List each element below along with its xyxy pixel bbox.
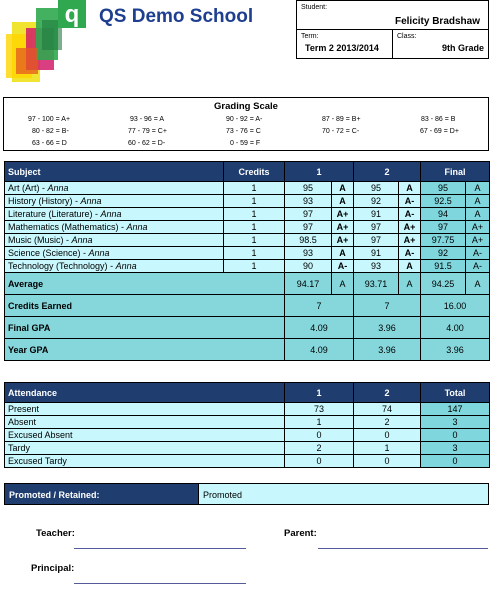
grade-t1: A: [332, 247, 354, 260]
grade-final: A-: [466, 260, 490, 273]
average-score-final: 94.25: [421, 273, 466, 295]
subject-cell: [5, 260, 224, 273]
grade-row: [5, 260, 490, 273]
average-score-t2: 93.71: [354, 273, 399, 295]
year-gpa-label: Year GPA: [5, 339, 285, 361]
subject-name: Technology (Technology): [8, 261, 108, 271]
subject-name: Art (Art): [8, 183, 40, 193]
teacher-name: Anna: [115, 261, 137, 271]
grade-final: A: [466, 208, 490, 221]
attendance-t2: 2: [354, 416, 421, 429]
school-logo: [2, 0, 88, 88]
attendance-row: [5, 416, 490, 429]
principal-signature-label: Principal:: [31, 563, 75, 574]
score-t2: 93: [354, 260, 399, 273]
credits-header: Credits: [224, 162, 285, 182]
grade-row: [5, 234, 490, 247]
grade-final: A+: [466, 221, 490, 234]
final-gpa-row: [5, 317, 490, 339]
term-label: Term:: [301, 33, 319, 40]
grade-scale-item: 83 - 86 = B: [421, 116, 456, 123]
attendance-t1: 73: [285, 403, 354, 416]
attendance-t1: 2: [285, 442, 354, 455]
attendance-total: 0: [421, 429, 490, 442]
final-gpa-t1: 4.09: [285, 317, 354, 339]
score-t1: 95: [285, 182, 332, 195]
grade-t2: A-: [399, 195, 421, 208]
attendance-t2: 74: [354, 403, 421, 416]
average-grade-final: A: [466, 273, 490, 295]
year-gpa-final: 3.96: [421, 339, 490, 361]
subject-name: Science (Science): [8, 248, 81, 258]
final-gpa-label: Final GPA: [5, 317, 285, 339]
credits-cell: 1: [224, 221, 285, 234]
attendance-total-header: Total: [421, 383, 490, 403]
separator: -: [39, 183, 48, 193]
credits-cell: 1: [224, 208, 285, 221]
grade-row: [5, 208, 490, 221]
attendance-t2: 0: [354, 455, 421, 468]
parent-signature-label: Parent:: [284, 528, 317, 539]
subject-cell: [5, 195, 224, 208]
attendance-row: [5, 455, 490, 468]
school-name: QS Demo School: [99, 6, 254, 27]
grades-header-row: [5, 162, 490, 182]
score-t1: 90: [285, 260, 332, 273]
grade-scale-item: 0 - 59 = F: [230, 140, 261, 147]
grade-scale-item: 70 - 72 = C-: [322, 128, 360, 135]
teacher-signature-line[interactable]: [74, 548, 246, 549]
score-t1: 93: [285, 195, 332, 208]
grade-scale-item: 67 - 69 = D+: [420, 128, 459, 135]
subject-name: Mathematics (Mathematics): [8, 222, 119, 232]
teacher-name: Anna: [47, 183, 69, 193]
grade-scale-item: 60 - 62 = D-: [128, 140, 166, 147]
average-score-t1: 94.17: [285, 273, 332, 295]
credits-cell: 1: [224, 247, 285, 260]
teacher-name: Anna: [71, 235, 93, 245]
credits-cell: 1: [224, 260, 285, 273]
grade-t1: A-: [332, 260, 354, 273]
attendance-t1: 0: [285, 455, 354, 468]
grade-final: A: [466, 182, 490, 195]
grade-final: A+: [466, 234, 490, 247]
grade-t2: A: [399, 182, 421, 195]
grade-t1: A+: [332, 234, 354, 247]
promotion-value: Promoted: [198, 484, 488, 504]
score-t1: 97: [285, 221, 332, 234]
grade-scale-item: 90 - 92 = A-: [226, 116, 263, 123]
attendance-t1: 1: [285, 416, 354, 429]
attendance-label: Present: [5, 403, 285, 416]
score-final: 94: [421, 208, 466, 221]
separator: -: [80, 248, 89, 258]
attendance-header-row: [5, 383, 490, 403]
credits-final: 16.00: [421, 295, 490, 317]
principal-signature-line[interactable]: [74, 583, 246, 584]
class-label: Class:: [397, 33, 417, 40]
grade-scale-item: 87 - 89 = B+: [322, 116, 361, 123]
credits-row: [5, 295, 490, 317]
promotion-label: Promoted / Retained:: [5, 484, 198, 504]
grades-table: [4, 161, 490, 361]
credits-earned-label: Credits Earned: [5, 295, 285, 317]
teacher-signature-label: Teacher:: [36, 528, 75, 539]
attendance-label: Absent: [5, 416, 285, 429]
separator: -: [72, 196, 81, 206]
year-gpa-row: [5, 339, 490, 361]
attendance-header: Attendance: [5, 383, 285, 403]
credits-cell: 1: [224, 195, 285, 208]
subject-name: Literature (Literature): [8, 209, 93, 219]
attendance-total: 3: [421, 416, 490, 429]
grade-scale-item: 63 - 66 = D: [32, 140, 67, 147]
grade-final: A: [466, 195, 490, 208]
final-gpa-t2: 3.96: [354, 317, 421, 339]
year-gpa-t2: 3.96: [354, 339, 421, 361]
term-value: Term 2 2013/2014: [305, 43, 379, 53]
score-t2: 92: [354, 195, 399, 208]
attendance-t1-header: 1: [285, 383, 354, 403]
grade-scale-item: 97 - 100 = A+: [28, 116, 71, 123]
final-gpa-final: 4.00: [421, 317, 490, 339]
separator: -: [92, 209, 101, 219]
class-value: 9th Grade: [441, 43, 484, 53]
grade-t1: A: [332, 182, 354, 195]
grade-scale-item: 93 - 96 = A: [130, 116, 165, 123]
grade-final: A-: [466, 247, 490, 260]
subject-name: Music (Music): [8, 235, 64, 245]
score-final: 97: [421, 221, 466, 234]
average-grade-t2: A: [399, 273, 421, 295]
grade-row: [5, 195, 490, 208]
grade-scale-item: 73 - 76 = C: [226, 128, 261, 135]
attendance-total: 3: [421, 442, 490, 455]
score-final: 91.5: [421, 260, 466, 273]
grade-t2: A-: [399, 208, 421, 221]
separator: -: [118, 222, 127, 232]
separator: -: [63, 235, 72, 245]
average-row: [5, 273, 490, 295]
grading-scale: [3, 97, 489, 151]
credits-t2: 7: [354, 295, 421, 317]
attendance-t2-header: 2: [354, 383, 421, 403]
grade-t1: A+: [332, 221, 354, 234]
subject-cell: [5, 182, 224, 195]
grade-row: [5, 221, 490, 234]
grade-t2: A-: [399, 247, 421, 260]
attendance-t2: 1: [354, 442, 421, 455]
score-t2: 97: [354, 221, 399, 234]
promotion-row: [4, 483, 489, 505]
score-t2: 91: [354, 208, 399, 221]
student-label: Student:: [301, 4, 328, 11]
teacher-name: Anna: [100, 209, 122, 219]
credits-cell: 1: [224, 234, 285, 247]
attendance-label: Excused Absent: [5, 429, 285, 442]
average-label: Average: [5, 273, 285, 295]
attendance-t1: 0: [285, 429, 354, 442]
grade-scale-item: 80 - 82 = B-: [32, 128, 69, 135]
attendance-row: [5, 429, 490, 442]
grade-t2: A+: [399, 234, 421, 247]
attendance-total: 0: [421, 455, 490, 468]
attendance-label: Excused Tardy: [5, 455, 285, 468]
year-gpa-t1: 4.09: [285, 339, 354, 361]
score-t2: 97: [354, 234, 399, 247]
score-final: 95: [421, 182, 466, 195]
subject-cell: [5, 221, 224, 234]
attendance-row: [5, 403, 490, 416]
average-grade-t1: A: [332, 273, 354, 295]
attendance-total: 147: [421, 403, 490, 416]
term1-header: 1: [285, 162, 354, 182]
score-t1: 98.5: [285, 234, 332, 247]
attendance-table: [4, 382, 490, 468]
score-final: 92: [421, 247, 466, 260]
attendance-row: [5, 442, 490, 455]
grade-t2: A: [399, 260, 421, 273]
grade-scale-item: 77 - 79 = C+: [128, 128, 167, 135]
student-info-box: [296, 0, 489, 59]
grade-t1: A+: [332, 208, 354, 221]
score-final: 97.75: [421, 234, 466, 247]
separator: -: [107, 261, 116, 271]
term2-header: 2: [354, 162, 421, 182]
grade-row: [5, 182, 490, 195]
credits-cell: 1: [224, 182, 285, 195]
attendance-t2: 0: [354, 429, 421, 442]
score-t2: 91: [354, 247, 399, 260]
student-name: Felicity Bradshaw: [394, 16, 480, 27]
score-t2: 95: [354, 182, 399, 195]
grade-row: [5, 247, 490, 260]
grading-scale-title: Grading Scale: [214, 101, 278, 112]
final-header: Final: [421, 162, 490, 182]
subject-cell: [5, 247, 224, 260]
subject-cell: [5, 208, 224, 221]
teacher-name: Anna: [80, 196, 102, 206]
svg-text:q: q: [64, 1, 80, 28]
score-t1: 97: [285, 208, 332, 221]
score-final: 92.5: [421, 195, 466, 208]
teacher-name: Anna: [126, 222, 148, 232]
subject-header: Subject: [5, 162, 224, 182]
subject-name: History (History): [8, 196, 73, 206]
attendance-label: Tardy: [5, 442, 285, 455]
grade-t2: A+: [399, 221, 421, 234]
parent-signature-line[interactable]: [318, 548, 488, 549]
teacher-name: Anna: [88, 248, 110, 258]
subject-cell: [5, 234, 224, 247]
grade-t1: A: [332, 195, 354, 208]
score-t1: 93: [285, 247, 332, 260]
credits-t1: 7: [285, 295, 354, 317]
